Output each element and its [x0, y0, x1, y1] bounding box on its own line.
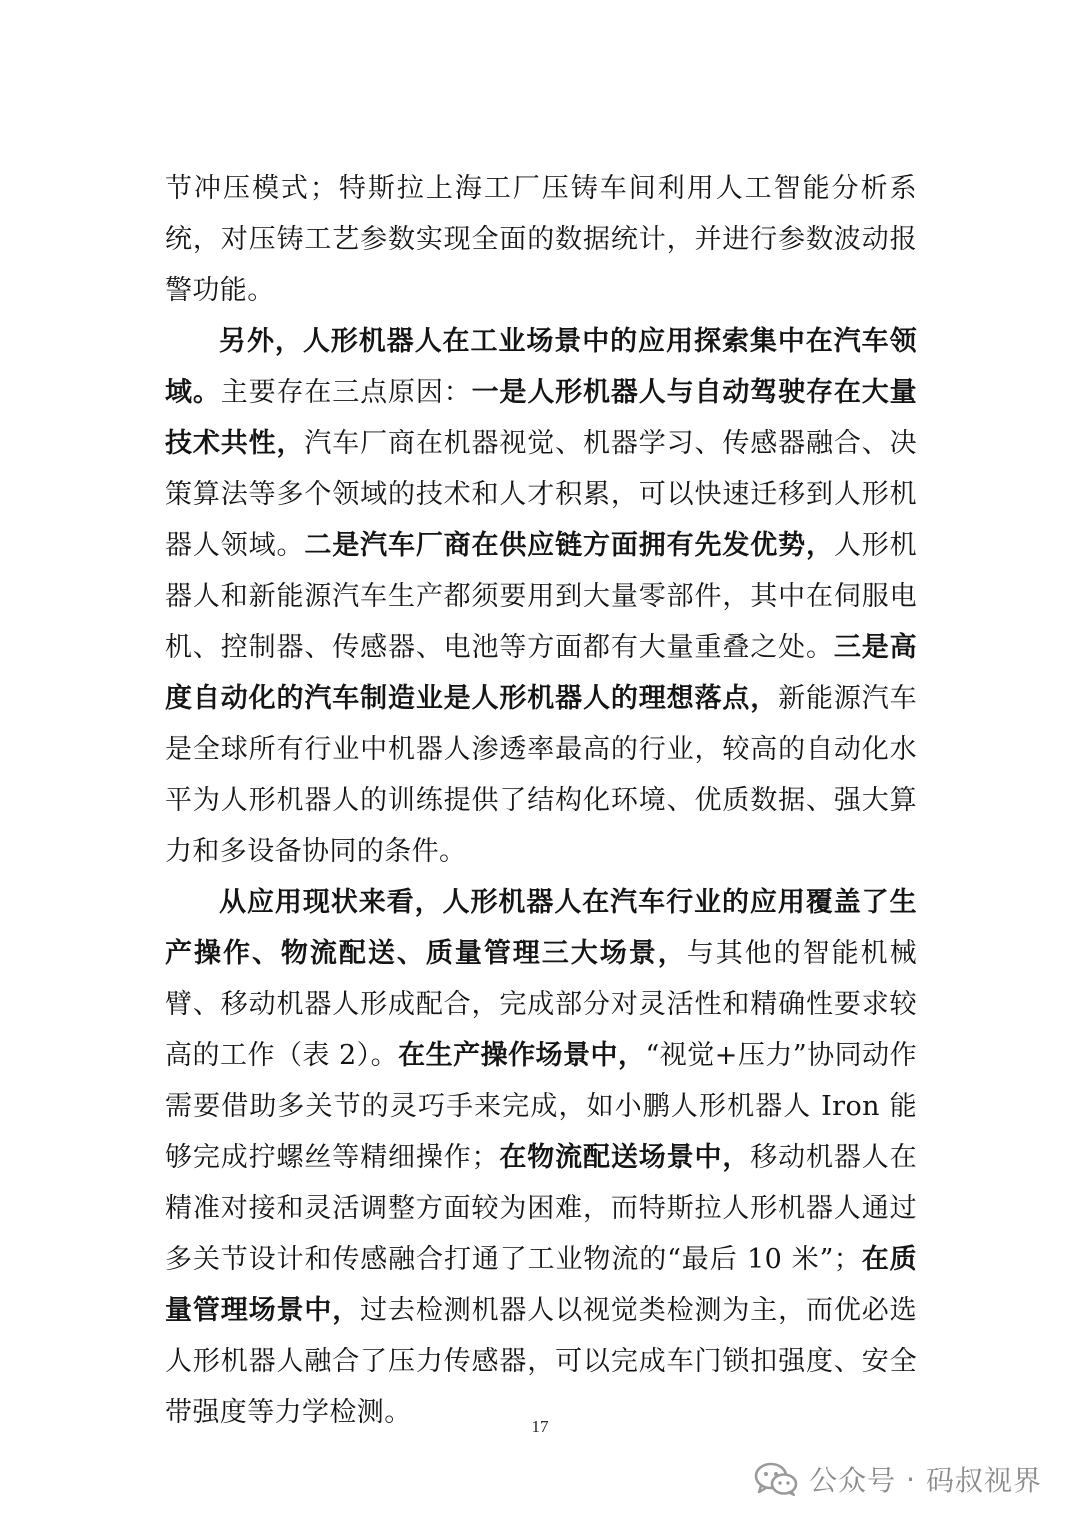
bold-text: 一是人形机器人与自动驾驶存在大量技术共性， — [165, 377, 917, 459]
bold-text: 从应用现状来看，人形机器人在汽车行业的应用覆盖了生产操作、物流配送、质量管理三大场景， — [165, 887, 917, 969]
wechat-icon — [753, 1461, 799, 1497]
body-span: “视觉+压力”协同动作需要借助多关节的灵巧手来完成，如小鹏人形机器人 Iron 能够完成拧螺丝等精细操作； — [165, 1040, 917, 1173]
body-span: 过去检测机器人以视觉类检测为主，而优必选人形机器人融合了压力传感器，可以完成车门锁扣强度、安全带强度等力学检测。 — [165, 1295, 917, 1428]
body-span: 主要存在三点原因： — [220, 377, 472, 408]
bold-text: 三是高度自动化的汽车制造业是人形机器人的理想落点， — [165, 632, 917, 714]
watermark-account: 码叔视界 — [925, 1464, 1042, 1497]
watermark-prefix: 公众号 — [809, 1464, 897, 1497]
body-span: 新能源汽车是全球所有行业中机器人渗透率最高的行业，较高的自动化水平为人形机器人的训练提供了结构化环境、优质数据、强大算力和多设备协同的条件。 — [165, 683, 917, 867]
watermark-separator: · — [906, 1462, 916, 1496]
body-span: 与其他的智能机械臂、移动机器人形成配合，完成部分对灵活性和精确性要求较高的工作（表 2）。 — [165, 938, 918, 1071]
body-span: 人形机器人和新能源汽车生产都须要用到大量零部件，其中在伺服电机、控制器、传感器、电池等方面都有大量重叠之处。 — [165, 530, 917, 663]
body-text — [165, 163, 917, 1438]
bold-text: 在生产操作场景中， — [398, 1040, 646, 1071]
bold-text: 在质量管理场景中， — [165, 1244, 917, 1326]
bold-text: 在物流配送场景中， — [498, 1142, 751, 1173]
watermark — [753, 1459, 1042, 1499]
body-span: 节冲压模式；特斯拉上海工厂压铸车间利用人工智能分析系统，对压铸工艺参数实现全面的数据统计，并进行参数波动报警功能。 — [165, 173, 917, 306]
paragraph — [165, 877, 917, 1438]
paragraph — [165, 163, 917, 316]
bold-text: 另外，人形机器人在工业场景中的应用探索集中在汽车领域。 — [165, 326, 917, 408]
body-span: 移动机器人在精准对接和灵活调整方面较为困难，而特斯拉人形机器人通过多关节设计和传感融合打通了工业物流的“最后 10 米”； — [165, 1142, 917, 1275]
paragraph — [165, 316, 917, 877]
page-number: 17 — [531, 1417, 549, 1436]
bold-text: 二是汽车厂商在供应链方面拥有先发优势， — [304, 530, 834, 561]
body-span: 汽车厂商在机器视觉、机器学习、传感器融合、决策算法等多个领域的技术和人才积累，可以快速迁移到人形机器人领域。 — [165, 428, 917, 561]
